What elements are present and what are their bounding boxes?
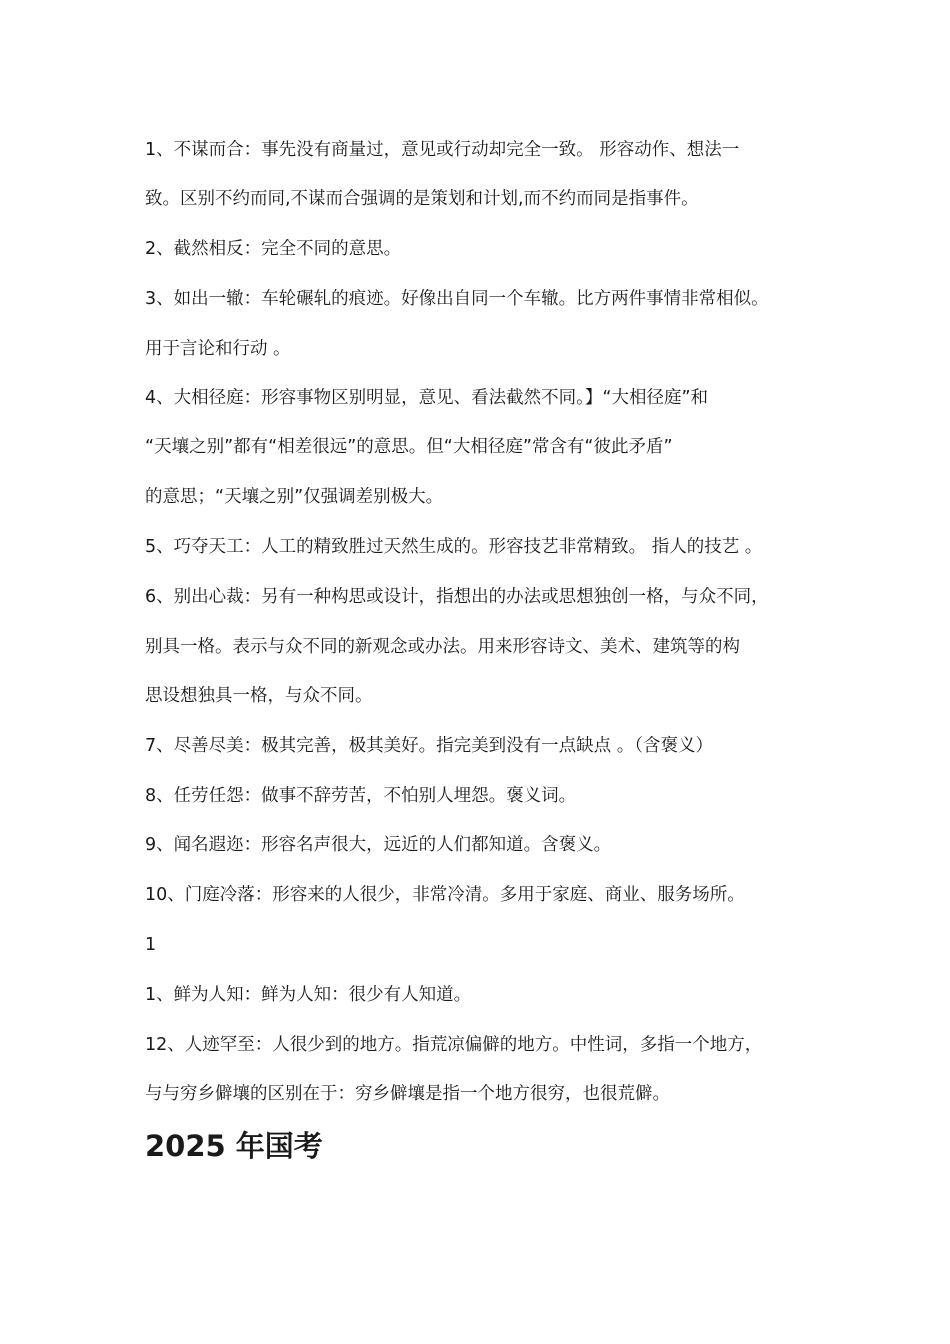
text-line: 7、尽善尽美：极其完善，极其美好。指完美到没有一点缺点 。（含褒义） xyxy=(145,736,713,756)
text-line: 的意思；“天壤之别”仅强调差别极大。 xyxy=(145,487,444,507)
text-line: 1 xyxy=(145,935,157,955)
text-line: 12、人迹罕至：人很少到的地方。指荒凉偏僻的地方。中性词，多指一个地方， xyxy=(145,1035,763,1055)
text-line: 1、不谋而合：事先没有商量过，意见或行动却完全一致。 形容动作、想法一 xyxy=(145,140,740,160)
text-line: 1、鲜为人知：鲜为人知：很少有人知道。 xyxy=(145,985,472,1005)
text-line: 8、任劳任怨：做事不辞劳苦，不怕别人埋怨。褒义词。 xyxy=(145,786,577,806)
text-line: 10、门庭冷落：形容来的人很少，非常冷清。多用于家庭、商业、服务场所。 xyxy=(145,885,745,905)
text-line: 别具一格。表示与众不同的新观念或办法。用来形容诗文、美术、建筑等的构 xyxy=(145,637,740,657)
text-line: 致。区别不约而同,不谋而合强调的是策划和计划,而不约而同是指事件。 xyxy=(145,189,699,209)
text-line: 5、巧夺天工：人工的精致胜过天然生成的。形容技艺非常精致。 指人的技艺 。 xyxy=(145,537,763,557)
text-line: 用于言论和行动 。 xyxy=(145,339,291,359)
text-line: 4、大相径庭：形容事物区别明显，意见、看法截然不同。】“大相径庭”和 xyxy=(145,388,709,408)
text-line: 思设想独具一格，与众不同。 xyxy=(145,686,373,706)
text-line: 2、截然相反：完全不同的意思。 xyxy=(145,239,402,259)
text-line: 6、别出心裁：另有一种构思或设计，指想出的办法或思想独创一格，与众不同， xyxy=(145,587,769,607)
text-line: “天壤之别”都有“相差很远”的意思。但“大相径庭”常含有“彼此矛盾” xyxy=(145,437,673,457)
text-line: 9、闻名遐迩：形容名声很大，远近的人们都知道。含褒义。 xyxy=(145,835,612,855)
section-heading: 2025 年国考 xyxy=(145,1129,323,1163)
text-line: 3、如出一辙：车轮碾轧的痕迹。好像出自同一个车辙。比方两件事情非常相似。 xyxy=(145,289,769,309)
text-line: 与与穷乡僻壤的区别在于：穷乡僻壤是指一个地方很穷，也很荒僻。 xyxy=(145,1084,670,1104)
